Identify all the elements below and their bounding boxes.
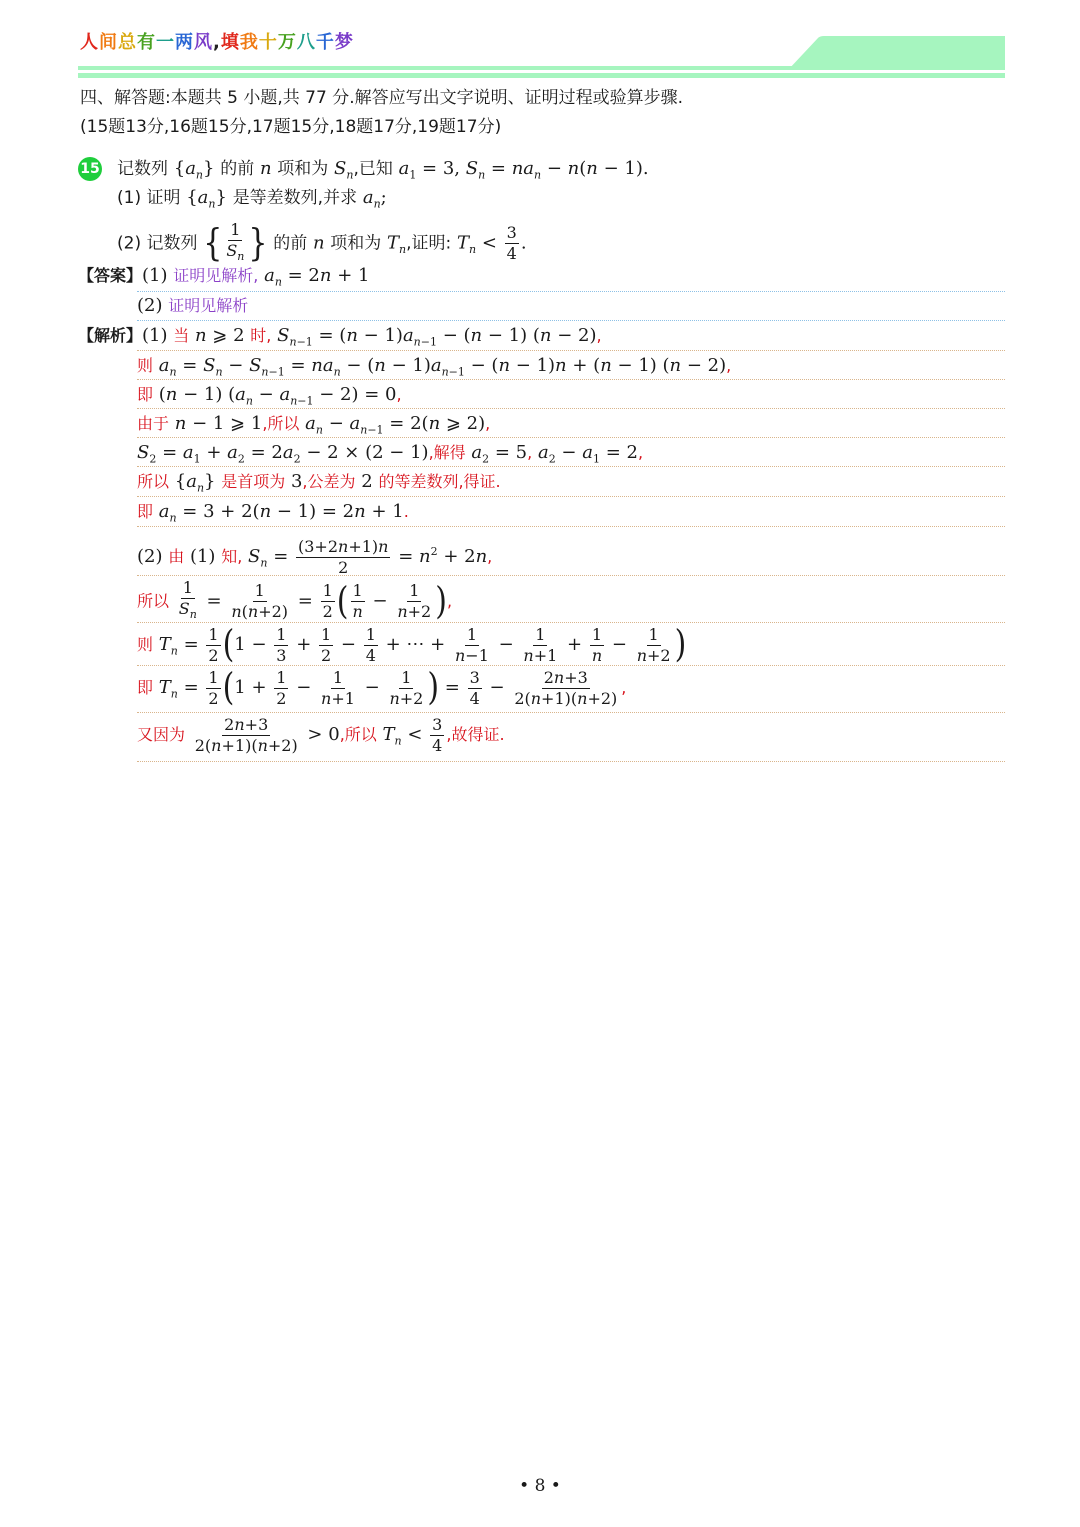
slogan-char: 填 (220, 32, 240, 53)
slogan-char: 我 (239, 32, 259, 53)
solution-line-6: 所以 $\{a_n\}$ 是首项为 3,公差为 2 的等差数列,得证. (137, 471, 501, 495)
section-title: 四、解答题:本题共 5 小题,共 77 分.解答应写出文字说明、证明过程或验算步骤. (80, 88, 684, 108)
divider (137, 712, 1005, 713)
solution-line-8: (2) 由 (1) 知, $S_n$ = $\frac{(3+2n+1)n}{2}$ = $n^2 + 2n$, (137, 536, 493, 577)
header-band (78, 66, 1005, 80)
problem-part-1: (1) 证明 $\{a_n\}$ 是等差数列,并求 $a_n$; (117, 187, 387, 211)
divider (137, 466, 1005, 467)
solution-line-4: 由于 n − 1 ⩾ 1,所以 $a_n - a_{n-1} = 2(n$ ⩾ 2), (137, 413, 491, 437)
solution-line-1: 【解析】(1) 当 n ⩾ 2 时, $S_{n-1} = (n - 1)a_{n-1} - (n - 1) (n - 2)$, (78, 325, 602, 349)
divider (137, 526, 1005, 527)
divider (137, 496, 1005, 497)
divider (137, 665, 1005, 666)
header-slogan (80, 28, 354, 54)
solution-line-3: 即 (n − 1) $(a_n - a_{n-1} - 2) = 0$, (137, 384, 402, 408)
slogan-char: 一 (156, 32, 175, 53)
slogan-char: 两 (175, 32, 194, 53)
divider (137, 291, 1005, 292)
divider (137, 379, 1005, 380)
divider (137, 408, 1005, 409)
problem-part-2: (2) 记数列 { $\frac{1}{S_n}$ } 的前 n 项和为 $T_n$,证明: $T_n$ < $\frac{3}{4}$ . (117, 220, 527, 265)
solution-line-12: 又因为 $\frac{2n+3}{2(n+1)(n+2)}$ > 0,所以 $T_n$ < $\frac{3}{4}$ ,故得证. (137, 714, 505, 755)
divider (137, 761, 1005, 762)
slogan-char: 有 (137, 32, 156, 53)
solution-line-2: 则 $a_n = S_n - S_{n-1} = na_n - (n - 1)a_{n-1} - (n - 1)n + (n - 1) (n - 2)$, (137, 355, 732, 379)
solution-line-11: 即 $T_n$ = $\frac{1}{2}$ (1 + $\frac{1}{2}$ − $\frac{1}{n+1}$ − $\frac{1}{n+2}$ ) = $\frac{3}{4}$ − $\frac{2n+3}{2(n+1)(n+2)}$ , (137, 665, 627, 710)
solution-line-5: $S_2 = a_1 + a_2 = 2a_2 - 2 \times (2 - 1)$,解得 $a_2 = 5$, $a_2 - a_1 = 2$, (137, 442, 644, 466)
slogan-char: 风 (194, 32, 213, 53)
page-number: • 8 • (519, 1476, 561, 1496)
problem-number-badge: 15 (78, 157, 102, 181)
solution-line-7: 即 $a_n = 3 + 2(n - 1) = 2n + 1$. (137, 501, 409, 525)
divider (137, 622, 1005, 623)
slogan-char: 万 (277, 32, 297, 53)
header-tab-decoration (788, 36, 1005, 70)
problem-statement: 记数列 $\{a_n\}$ 的前 n 项和为 $S_n$,已知 $a_1 = 3$, $S_n = na_n - n(n - 1)$. (117, 158, 649, 182)
slogan-char: 梦 (334, 32, 354, 53)
section-scores: (15题13分,16题15分,17题15分,18题17分,19题17分) (80, 117, 502, 137)
answer-part-2: (2) 证明见解析 (137, 295, 249, 316)
divider (137, 437, 1005, 438)
answer-part-1: 【答案】(1) 证明见解析, $a_n = 2n + 1$ (78, 265, 370, 289)
slogan-char: 人 (80, 32, 99, 53)
divider (137, 350, 1005, 351)
solution-line-10: 则 $T_n$ = $\frac{1}{2}$ (1 − $\frac{1}{3}$ + $\frac{1}{2}$ − $\frac{1}{4}$ + ⋯ + $\frac{1}{n-1}$ − $\frac{1}{n+1}$ + $\frac{1}{n}$ − $\frac{1}{n+2}$ ) (137, 622, 687, 667)
divider (137, 320, 1005, 321)
slogan-char: 总 (118, 32, 137, 53)
solution-line-9: 所以 $\frac{1}{S_n}$ = $\frac{1}{n(n+2)}$ = $\frac{1}{2}$ ( $\frac{1}{n}$ − $\frac{1}{n+2}$ ), (137, 578, 453, 623)
slogan-char: , (213, 32, 221, 53)
slogan-char: 十 (258, 32, 278, 53)
slogan-char: 间 (99, 32, 118, 53)
slogan-char: 千 (315, 32, 335, 53)
divider (137, 575, 1005, 576)
slogan-char: 八 (296, 32, 316, 53)
